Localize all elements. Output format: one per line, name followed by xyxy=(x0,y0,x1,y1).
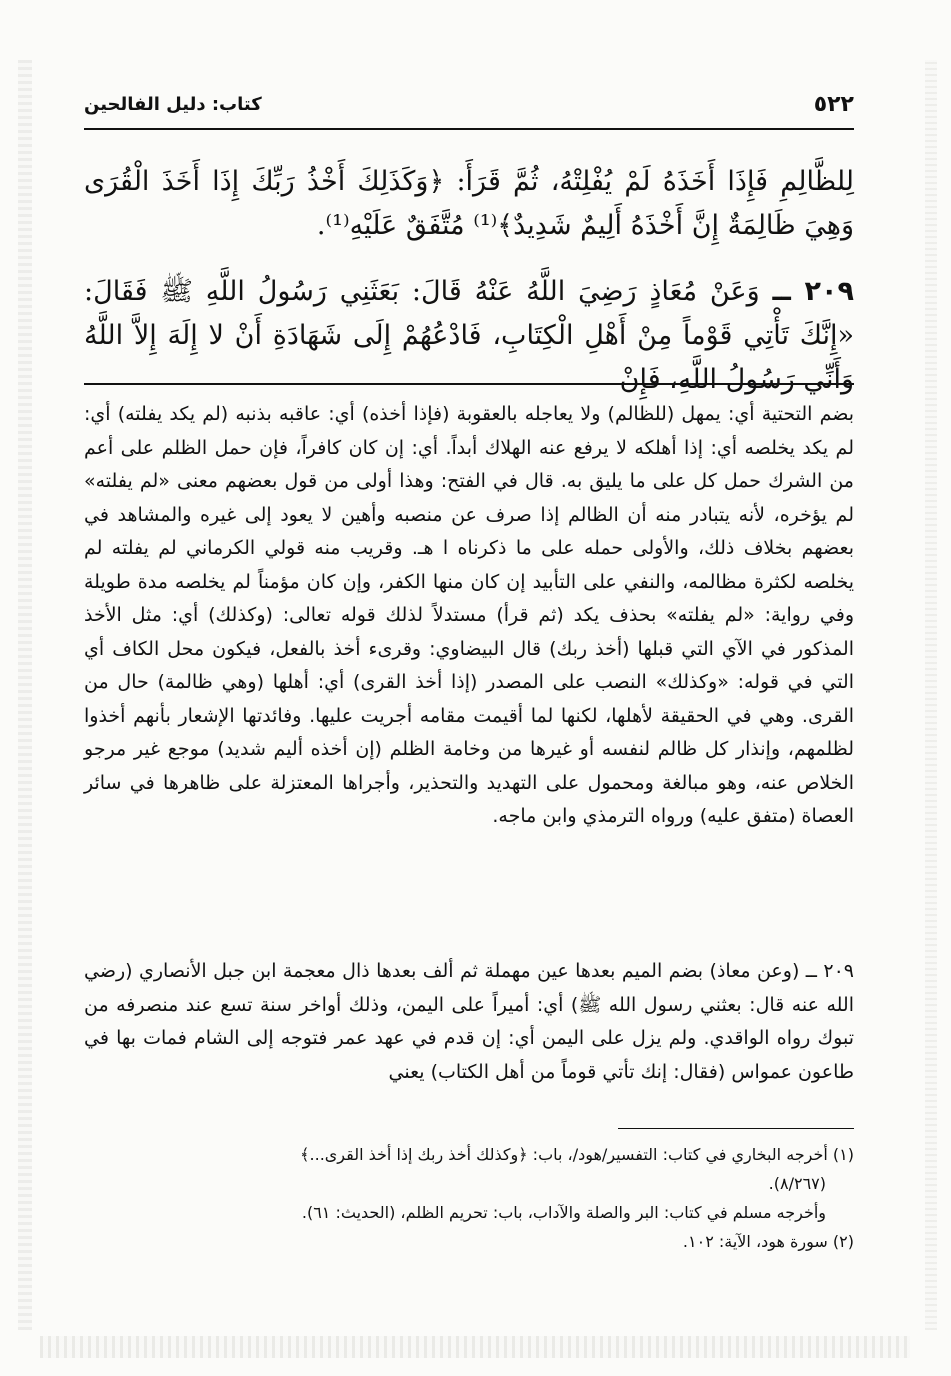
hadith-209-text: وَعَنْ مُعَاذٍ رَضِيَ اللَّهُ عَنْهُ قَالَ: بَعَثَنِي رَسُولُ اللَّهِ ﷺ فَقَالَ: «إِنَّكَ تَأْتِي قَوْماً مِنْ أَهْلِ الْكِتَابِ، فَادْعُهُمْ إِلَى شَهَادَةِ أَنْ لا إِلَهَ إِلاَّ اللَّهُ وَأَنِّي رَسُولُ اللَّهِ، فَإِنْ xyxy=(84,276,854,395)
commentary-block-209: ٢٠٩ ــ (وعن معاذ) بضم الميم بعدها عين مهملة ثم ألف بعدها ذال معجمة ابن جبل الأنصاري (رضي الله عنه قال: بعثني رسول الله ﷺ) أي: أميراً على اليمن، وذلك أواخر سنة تسع عند منصرفه من تبوك رواه الواقدي. ولم يزل على اليمن أي: إن قدم في عهد عمر فتوجه إلى الشام فمات بها في طاعون عمواس (فقال: إنك تأتي قوماً من أهل الكتاب) يعني xyxy=(84,960,854,1083)
page-header xyxy=(84,92,854,128)
running-title: كتاب: دليل الفالحين xyxy=(84,94,262,115)
page-edge-bottom xyxy=(40,1336,910,1358)
hadith-number: ٢٠٩ ــ xyxy=(772,276,854,307)
page-number: ٥٢٢ xyxy=(813,92,854,117)
hadith-text-continued: لِلظَّالِمِ فَإِذَا أَخَذَهُ لَمْ يُفْلِتْهُ، ثُمَّ قَرَأَ: ﴿وَكَذَلِكَ أَخْذُ رَبِّكَ إِذَا أَخَذَ الْقُرَى وَهِيَ ظَالِمَةٌ إِنَّ أَخْذَهُ أَلِيمٌ شَدِيدٌ﴾⁽¹⁾ مُتَّفَقٌ عَلَيْهِ⁽¹⁾. xyxy=(84,166,854,241)
footnote-2: (٢) سورة هود، الآية: ١٠٢. xyxy=(682,1232,854,1251)
footnote-1-line-3: وأخرجه مسلم في كتاب: البر والصلة والآداب، باب: تحريم الظلم، (الحديث: ٦١). xyxy=(301,1203,826,1222)
footnotes xyxy=(84,1140,854,1256)
text-commentary-divider xyxy=(84,383,854,385)
footnote-1-line-1: (١) أخرجه البخاري في كتاب: التفسير/هود/، باب: ﴿وكذلك أخذ ربك إذا أخذ القرى...﴾ xyxy=(300,1145,854,1164)
page-edge-left xyxy=(18,60,32,1330)
footnote-rule xyxy=(618,1128,854,1129)
header-rule xyxy=(84,128,854,130)
footnote-1-line-2: (٨/٢٦٧). xyxy=(768,1174,826,1193)
page-edge-right xyxy=(925,60,937,1330)
commentary-block-1: بضم التحتية أي: يمهل (للظالم) ولا يعاجله بالعقوبة (فإذا أخذه) أي: عاقبه بذنبه (لم يكد يفلته) أي: لم يكد يخلصه أي: إذا أهلكه لا يرفع عنه الهلاك أبداً. أي: إن كان كافراً، فإن حمل الظلم على أعم من الشرك حمل كل على ما يليق به. قال في الفتح: وهذا أولى من قول بعضهم معنى «لم يفلته» لم يؤخره، لأنه يتبادر منه أن الظالم إذا صرف عن منصبه وأهين لا يعود إلى غيره والمشاهد في بعضهم بخلاف ذلك، والأولى حمله على ما ذكرناه ا هـ. وقريب منه قولي الكرماني لم يفلته لم يخلصه لكثرة مظالمه، والنفي على التأبيد إن كان منها الكفر، وإن كان مؤمناً لم يخلصه مدة طويلة وفي رواية: «لم يفلته» بحذف يكد (ثم قرأ) مستدلاً لذلك قوله تعالى: (وكذلك) أي: مثل الأخذ المذكور في الآي التي قبلها (أخذ ربك) قال البيضاوي: وقرىء أخذ بالفعل، فيكون محل الكاف أي التي في قوله: «وكذلك» النصب على المصدر (إذا أخذ القرى) أي: أهلها (وهي ظالمة) حال من القرى. وهي في الحقيقة لأهلها، لكنها لما أقيمت مقامه أجريت عليها. وفائدتها الإشعار بأنهم أخذوا لظلمهم، وإنذار كل ظالم لنفسه أو غيرها من وخامة الظلم (إن أخذه أليم شديد) موجع غير مرجو الخلاص عنه، وهو مبالغة ومحمول على التهديد والتحذير، وأجراها المعتزلة على ظاهرها في سائر العصاة (متفق عليه) ورواه الترمذي وابن ماجه. xyxy=(84,403,854,827)
